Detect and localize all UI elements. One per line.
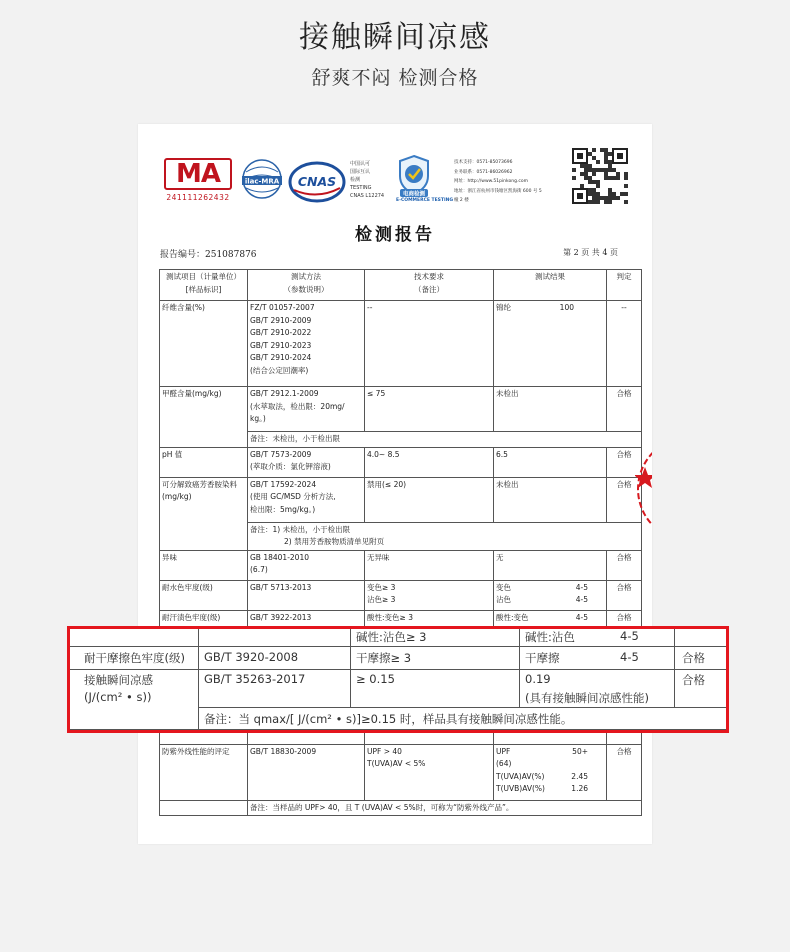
requirement-cell: UPF > 40 T(UVA)AV < 5% <box>365 744 494 800</box>
requirement-cell: 变色≥ 3 沾色≥ 3 <box>365 580 494 610</box>
note-cell: 备注：1) 未检出，小于检出限 2) 禁用芳香胺物质清单见附页 <box>248 522 642 550</box>
requirement-cell: 无异味 <box>365 550 494 580</box>
cool-touch-result-note: (具有接触瞬间凉感性能) <box>525 691 649 705</box>
table-row <box>160 477 642 522</box>
judgement-cell: -- <box>607 301 642 387</box>
cool-touch-note: 备注：当 qmax/[ J/(cm² • s)]≥0.15 时，样品具有接触瞬间凉感性能。 <box>204 712 573 726</box>
cool-touch-requirement: ≥ 0.15 <box>356 672 395 686</box>
cnas-caption-line: 检测 <box>350 177 361 183</box>
highlighted-cool-touch-section <box>67 626 729 733</box>
cnas-caption-line: TESTING <box>350 185 372 191</box>
cnas-caption-line: CNAS L12274 <box>350 193 385 199</box>
note-row <box>160 800 642 816</box>
test-report-document <box>138 124 652 844</box>
cnas-caption <box>350 160 390 200</box>
cool-touch-result: 0.19 <box>525 672 551 686</box>
judgement-cell: 合格 <box>607 387 642 432</box>
header-item: 测试项目（计量单位） [样品标识] <box>160 270 248 301</box>
ilac-logo-text: ilac-MRA <box>244 177 280 186</box>
dry-rub-judgement: 合格 <box>682 651 705 665</box>
item-cell: 纤维含量(%) <box>160 301 248 387</box>
method-cell: GB/T 5713-2013 <box>248 580 365 610</box>
method-cell: FZ/T 01057-2007 GB/T 2910-2009 GB/T 2910-2022 GB/T 2910-2023 GB/T 2910-2024 (结合公定回潮率) <box>248 301 365 387</box>
item-cell: 异味 <box>160 550 248 580</box>
lab-contact-info <box>454 158 574 206</box>
cnas-caption-line: 中国认可 <box>350 161 371 167</box>
cnas-logo-text: CNAS <box>297 174 337 189</box>
cool-touch-judgement: 合格 <box>682 673 705 687</box>
item-cell: 甲醛含量(mg/kg) <box>160 387 248 448</box>
ecommerce-label: 电商检测 <box>402 191 426 198</box>
table-row <box>160 447 642 477</box>
inspection-stamp <box>635 429 652 549</box>
dry-rub-requirement: 干摩擦≥ 3 <box>356 651 412 665</box>
method-cell: GB/T 2912.1-2009 (水萃取法，检出限：20mg/ kg。) <box>248 387 365 432</box>
judgement-cell: 合格 <box>607 610 642 632</box>
page-indicator: 第 2 页 共 4 页 <box>563 248 618 257</box>
contact-line: 技术支持：0571-85073696 <box>454 160 513 165</box>
table-row <box>160 580 642 610</box>
result-cell: 未检出 <box>494 387 607 432</box>
requirement-cell: ≤ 75 <box>365 387 494 432</box>
judgement-cell: 合格 <box>607 477 642 522</box>
contact-line: 地址：浙江省杭州市钱塘区凯海街 600 号 5 <box>454 188 542 194</box>
result-cell: UPF 50+ (64) T(UVA)AV(%) 2.45 T(UVB)AV(%) 1.26 <box>494 744 607 800</box>
item-cell: 防紫外线性能的评定 <box>160 744 248 800</box>
dry-rub-result-label: 干摩擦 <box>525 651 560 665</box>
alkali-requirement: 碱性:沾色≥ 3 <box>356 630 427 644</box>
table-row <box>160 301 642 387</box>
header-judgement: 判定 <box>607 270 642 301</box>
contact-line: 业务联系：0571-86026962 <box>454 169 513 175</box>
cnas-logo <box>288 160 346 204</box>
result-cell: 无 <box>494 550 607 580</box>
page-subtitle: 舒爽不闷 检测合格 <box>311 67 479 89</box>
item-cell: 可分解致癌芳香胺染料(mg/kg) <box>160 477 248 550</box>
header-requirement: 技术要求 （备注） <box>365 270 494 301</box>
judgement-cell: 合格 <box>607 744 642 800</box>
table-row <box>160 387 642 432</box>
header-result: 测试结果 <box>494 270 607 301</box>
requirement-cell: 酸性:变色≥ 3 <box>365 610 494 632</box>
item-cell: pH 值 <box>160 447 248 477</box>
report-title: 检测报告 <box>355 225 435 245</box>
result-cell: 酸性:变色 4-5 <box>494 610 607 632</box>
method-cell: GB/T 17592-2024 (使用 GC/MSD 分析方法, 检出限：5mg/kg。) <box>248 477 365 522</box>
method-cell: GB/T 18830-2009 <box>248 744 365 800</box>
alkali-result-value: 4-5 <box>620 629 639 643</box>
requirement-cell: -- <box>365 301 494 387</box>
judgement-cell: 合格 <box>607 447 642 477</box>
cma-logo <box>164 158 232 204</box>
report-number: 报告编号：251087876 <box>160 250 257 260</box>
cma-number: 241111262432 <box>166 193 230 202</box>
judgement-cell: 合格 <box>607 550 642 580</box>
item-cell: 耐水色牢度(级) <box>160 580 248 610</box>
requirement-cell: 4.0~ 8.5 <box>365 447 494 477</box>
method-cell: GB/T 3922-2013 <box>248 610 365 632</box>
cool-touch-unit: (J/(cm² • s)) <box>84 690 152 704</box>
ilac-mra-logo <box>240 158 284 204</box>
test-results-table <box>159 269 642 816</box>
result-cell: 6.5 <box>494 447 607 477</box>
header-method: 测试方法 （参数说明） <box>248 270 365 301</box>
note-cell: 备注：未检出，小于检出限 <box>248 432 642 448</box>
table-row <box>160 744 642 800</box>
result-cell: 变色 4-5 沾色 4-5 <box>494 580 607 610</box>
page-title: 接触瞬间凉感 <box>299 20 491 55</box>
alkali-result-label: 碱性:沾色 <box>525 630 575 644</box>
contact-line: 网址：http://www.51pinkong.com <box>454 179 528 184</box>
qr-code <box>572 148 628 204</box>
result-cell: 未检出 <box>494 477 607 522</box>
method-cell: GB/T 7573-2009 (萃取介质：氯化钾溶液) <box>248 447 365 477</box>
judgement-cell: 合格 <box>607 580 642 610</box>
cool-touch-item: 接触瞬间凉感 <box>84 673 153 687</box>
cnas-caption-line: 国际互认 <box>350 169 371 175</box>
dry-rub-result-value: 4-5 <box>620 650 639 664</box>
dry-rub-item: 耐干摩擦色牢度(级) <box>84 651 185 665</box>
ecommerce-testing-shield-icon <box>394 152 434 204</box>
requirement-cell: 禁用(≤ 20) <box>365 477 494 522</box>
contact-line: 幢 2 楼 <box>454 198 469 203</box>
method-cell: GB 18401-2010 (6.7) <box>248 550 365 580</box>
cma-logo-text: MA <box>164 158 232 190</box>
table-row <box>160 550 642 580</box>
ecommerce-caption: E-COMMERCE TESTING <box>396 198 454 203</box>
note-cell: 备注：当样品的 UPF> 40，且 T (UVA)AV < 5%时，可称为“防紫外线产品”。 <box>248 800 642 816</box>
item-cell: 耐汗渍色牢度(级) <box>160 610 248 632</box>
result-cell: 锦纶 100 <box>494 301 607 387</box>
cool-touch-method: GB/T 35263-2017 <box>204 672 306 686</box>
table-header-row <box>160 270 642 301</box>
dry-rub-method: GB/T 3920-2008 <box>204 650 299 664</box>
